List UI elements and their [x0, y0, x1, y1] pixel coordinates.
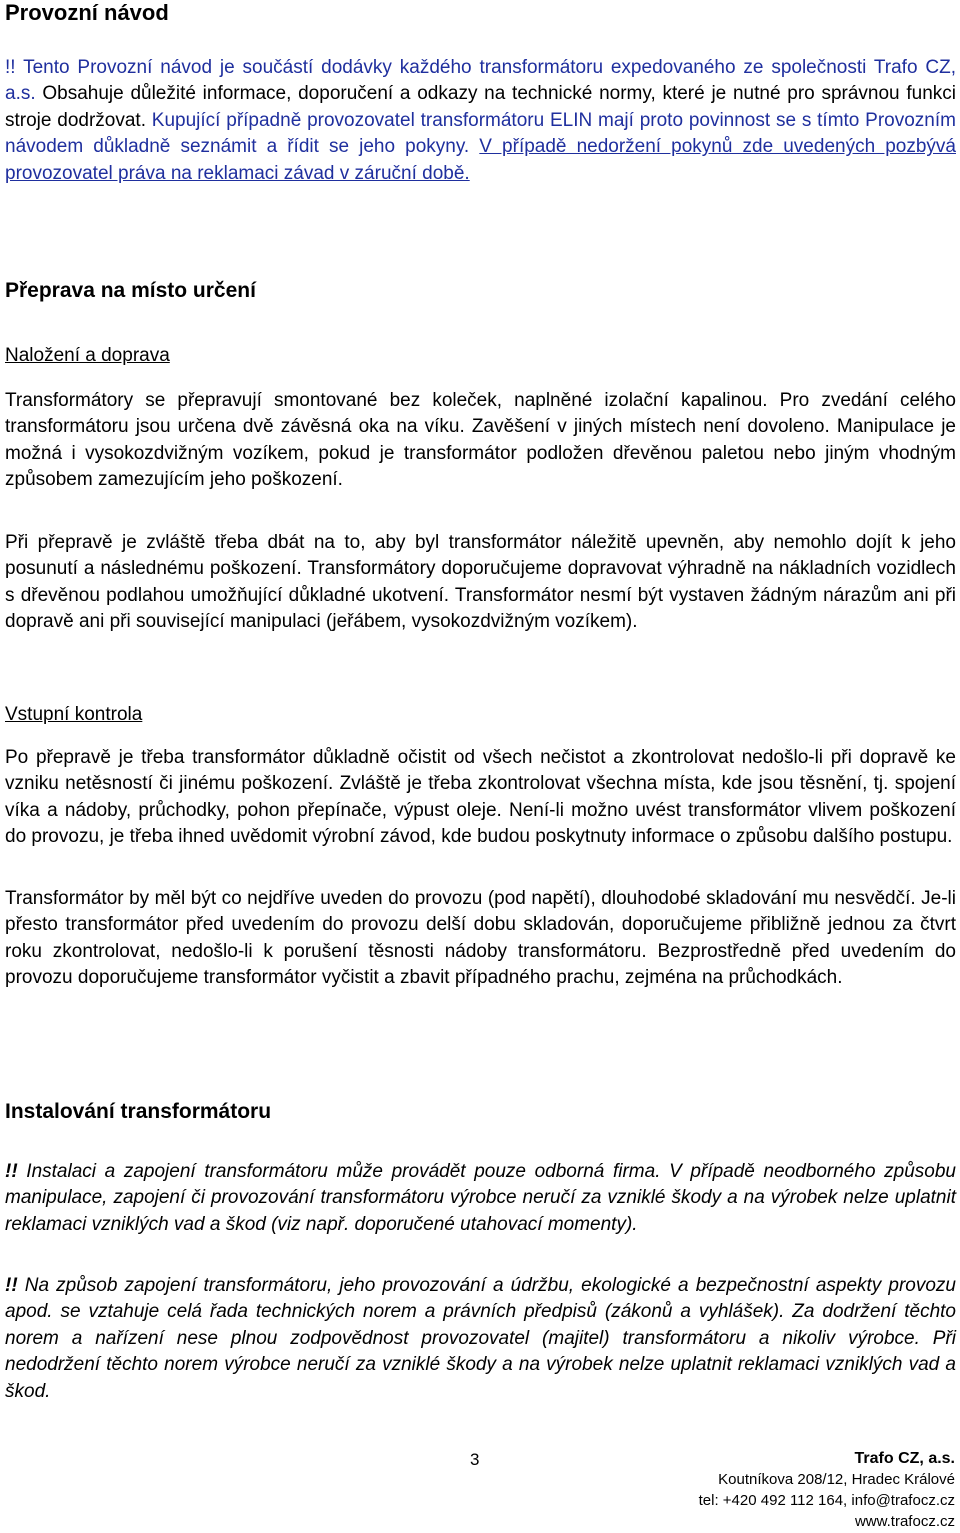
footer-contact-block: [699, 1448, 955, 1532]
install-bang-1: !!: [5, 1161, 18, 1182]
page-title: Provozní návod: [5, 0, 169, 25]
page-number: 3: [470, 1450, 480, 1469]
install-bang-2: !!: [5, 1275, 18, 1296]
subheading-loading: Naložení a doprava: [5, 345, 170, 366]
transport-text-2: Při přepravě je zvláště třeba dbát na to, aby byl transformátor náležitě upevněn, aby nemohlo dojít k jeho posunutí a následnému poškození. Transformátory doporučujeme dopravovat výhradně na nákladních vozidlech s dřevěnou podlahou umožňující důkladné ukotvení. Transformátor nesmí být vystaven žádným nárazům ani při dopravě ani při související manipulaci (jeřábem, vysokozdvižným vozíkem).: [5, 532, 956, 633]
intro-space: [469, 136, 479, 157]
install-text-1: Instalaci a zapojení transformátoru může provádět pouze odborná firma. V případě neodborného způsobu manipulace, zapojení či provozování transformátoru výrobce neručí za vzniklé škody a na výrobek nelze uplatnit reklamaci vzniklých vad a škod (viz např. doporučené utahovací momenty).: [5, 1161, 956, 1235]
intro-black-text: Obsahuje důležité informace, doporučení a odkazy na technické normy, které je nutné pro správnou funkci stroje dodržovat.: [5, 83, 956, 131]
intro-blue-text: Tento Provozní návod je součástí dodávky každého transformátoru expedovaného ze společnosti Trafo CZ, a.s.: [5, 57, 956, 105]
footer-contact: tel: +420 492 112 164, info@trafocz.cz: [698, 1492, 955, 1509]
inspection-paragraph-1: [5, 745, 956, 851]
inspection-paragraph-2: [5, 886, 956, 992]
transport-paragraph-2: [5, 530, 956, 636]
intro-blue-text-2: Kupující případně provozovatel transformátoru ELIN mají proto povinnost se s tímto Provozním návodem důkladně seznámit a řídit se jeho pokyny.: [5, 109, 956, 158]
inspection-text-2: Transformátor by měl být co nejdříve uveden do provozu (pod napětí), dlouhodobé skladování mu nesvědčí. Je-li přesto transformátor před uvedením do provozu delší dobu skladován, doporučujeme přibližně jednou za čtvrt roku zkontrolovat, nedošlo-li k porušení těsnosti nádoby transformátoru. Bezprostředně před uvedením do provozu doporučujeme transformátor vyčistit a zbavit případného prachu, zejména na průchodkách.: [5, 888, 956, 989]
install-text-2: Na způsob zapojení transformátoru, jeho provozování a údržbu, ekologické a bezpečnostní aspekty provozu apod. se vztahuje celá řada technických norem a právních předpisů (zákonů a vyhlášek). Za dodržení těchto norem a nařízení nese plnou zodpovědnost provozovatel (majitel) transformátoru a nikoliv výrobce. Při nedodržení těchto norem výrobce neručí za vzniklé škody a na výrobek nelze uplatnit reklamaci vzniklých vad a škod.: [5, 1275, 956, 1402]
intro-bang: !!: [5, 57, 24, 78]
install-paragraph-1: [5, 1159, 956, 1238]
section-heading-install: Instalování transformátoru: [5, 1100, 272, 1123]
transport-text-1: Transformátory se přepravují smontované bez koleček, naplněné izolační kapalinou. Pro zvedání celého transformátoru jsou určena dvě závěsná oka na víku. Zavěšení v jiných místech není dovoleno. Manipulace je možná i vysokozdvižným vozíkem, pokud je transformátor podložen dřevěnou paletou nebo jiným vhodným způsobem zamezujícím jeho poškození.: [5, 390, 956, 491]
subheading-inspection: Vstupní kontrola: [5, 704, 143, 725]
footer-company: Trafo CZ, a.s.: [854, 1450, 955, 1467]
footer-web: www.trafocz.cz: [854, 1513, 955, 1530]
transport-paragraph-1: [5, 388, 956, 494]
intro-paragraph: [5, 55, 956, 187]
footer-address: Koutníkova 208/12, Hradec Králové: [718, 1471, 955, 1488]
intro-warranty-note: V případě nedoržení pokynů zde uvedených pozbývá provozovatel práva na reklamaci závad v záruční době.: [5, 136, 956, 184]
section-heading-transport: Přeprava na místo určení: [5, 279, 256, 302]
install-paragraph-2: [5, 1273, 956, 1405]
inspection-text-1: Po přepravě je třeba transformátor důkladně očistit od všech nečistot a zkontrolovat nedošlo-li při dopravě ke vzniku netěsností či jinému poškození. Zvláště je třeba zkontrolovat všechna místa, kde jsou těsnění, tj. spojení víka a nádoby, průchodky, pohon přepínače, výpust oleje. Není-li možno uvést transformátor vlivem poškození do provozu, je třeba ihned uvědomit výrobní závod, kde budou poskytnuty informace o způsobu dalšího postupu.: [5, 747, 956, 848]
